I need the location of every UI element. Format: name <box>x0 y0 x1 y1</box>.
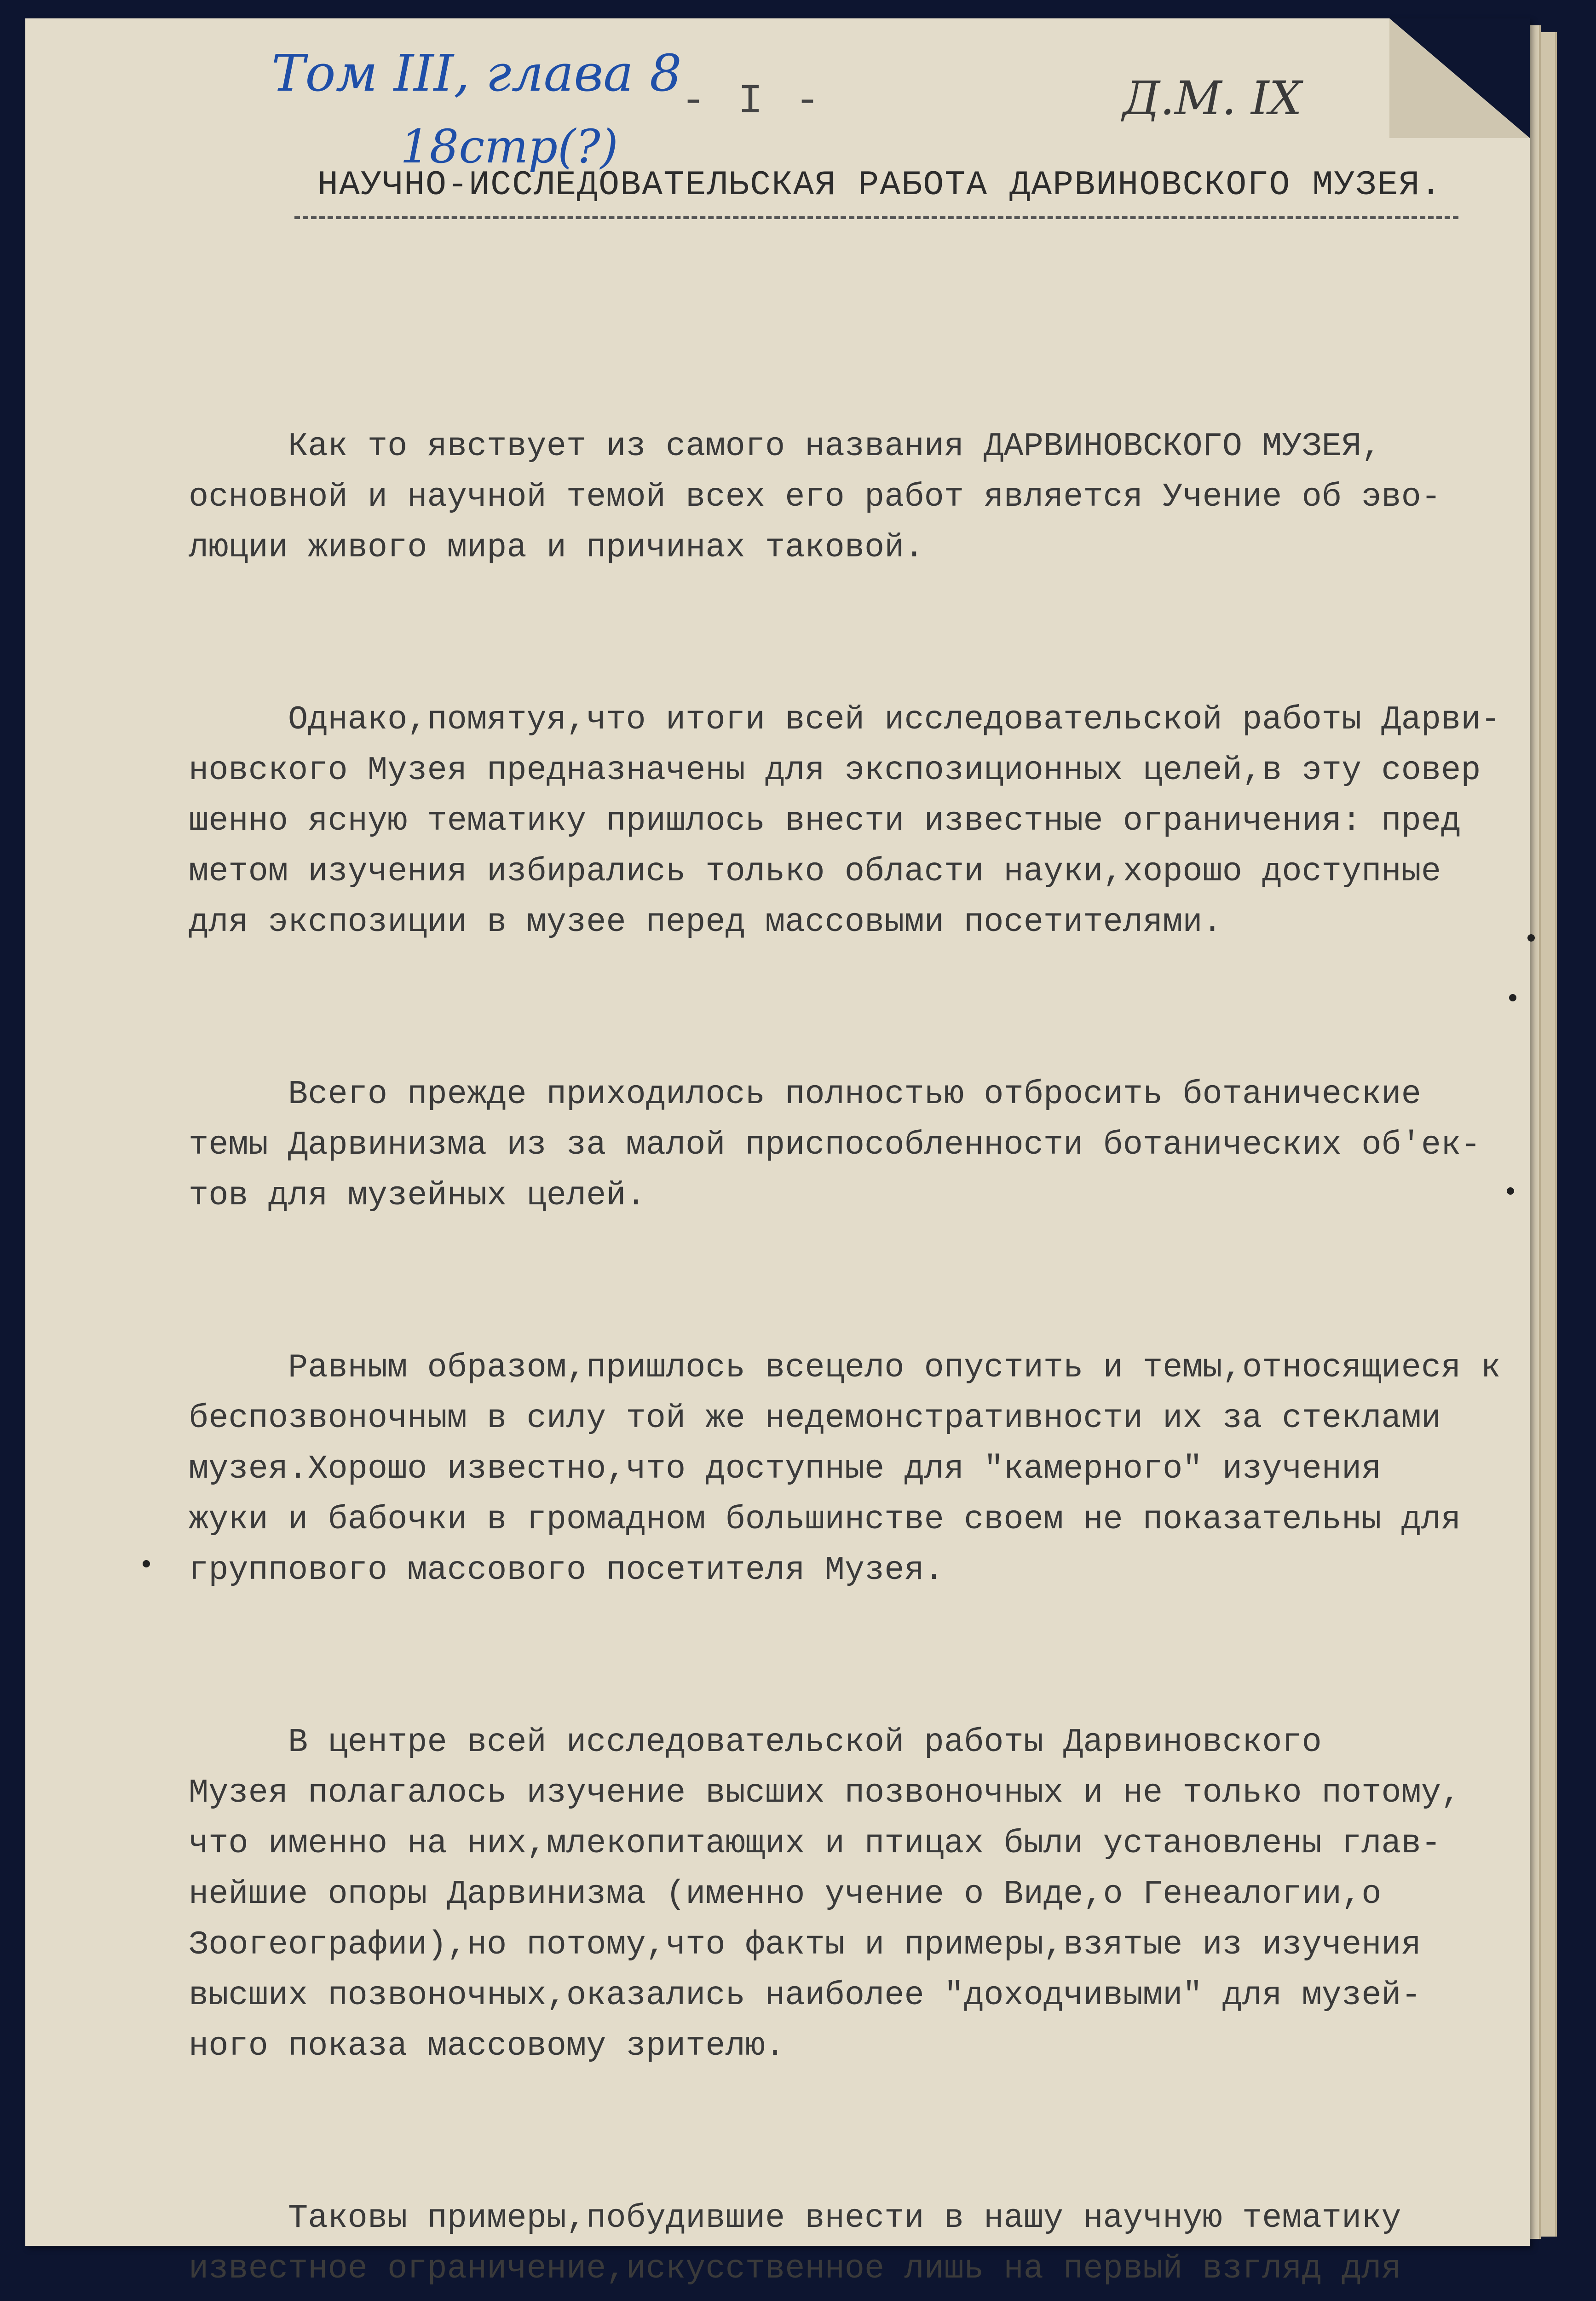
paragraph: Таковы примеры,побудившие внести в нашу научную тематику известное ограничение,искусственное лишь на первый взгляд для <box>189 2199 1401 2288</box>
margin-mark <box>1509 994 1516 1001</box>
handwritten-volume-note: Том III, глава 8 <box>271 44 682 103</box>
paragraph: Равным образом,пришлось всецело опустить и темы,относящиеся к беспозвоночным в силу той же недемонстративности их за стеклами музея.Хорошо известно,что доступные для "камерного" изучения жуки и бабочки в громадном большинстве своем не показательны для группового массового посетителя Музея. <box>189 1349 1501 1589</box>
document-body <box>189 320 1523 2301</box>
title-underline <box>294 216 1458 219</box>
paragraph: В центре всей исследовательской работы Дарвиновского Музея полагалось изучение высших позвоночных и не только потому, что именно на них,млекопитающих и птицах были установлены глав- нейшие опоры Дарвинизма (именно учение о Виде,о Генеалогии,о Зоогеографии),но потому,что факты и примеры,взятые из изучения высших позвоночных,оказались наиболее "доходчивыми" для музей- ного показа массовому зрителю. <box>189 1723 1461 2065</box>
page-number: - I - <box>681 78 824 125</box>
margin-mark <box>1527 934 1535 942</box>
paragraph: Всего прежде приходилось полностью отбросить ботанические темы Дарвинизма из за малой приспособленности ботанических об'ек- тов для музейных целей. <box>189 1075 1481 1214</box>
folded-corner <box>1389 18 1530 138</box>
handwritten-page-count: 18стр(?) <box>400 120 618 173</box>
paragraph: Однако,помятуя,что итоги всей исследовательской работы Дарви- новского Музея предназначены для экспозиционных целей,в эту совер шенно ясную тематику пришлось внести известные ограничения: пред метом изучения избирались только области науки,хорошо доступные для экспозиции в музее перед массовыми посетителями. <box>189 701 1501 941</box>
margin-mark <box>1507 1187 1514 1195</box>
document-title: НАУЧНО-ИССЛЕДОВАТЕЛЬСКАЯ РАБОТА ДАРВИНОВСКОГО МУЗЕЯ. <box>317 166 1442 205</box>
handwritten-archive-mark: Д.М. IX <box>1123 71 1302 125</box>
margin-mark <box>143 1560 150 1567</box>
paragraph: Как то явствует из самого названия ДАРВИНОВСКОГО МУЗЕЯ, основной и научной темой всех его работ является Учение об эво- люции живого мира и причинах таковой. <box>189 428 1441 567</box>
